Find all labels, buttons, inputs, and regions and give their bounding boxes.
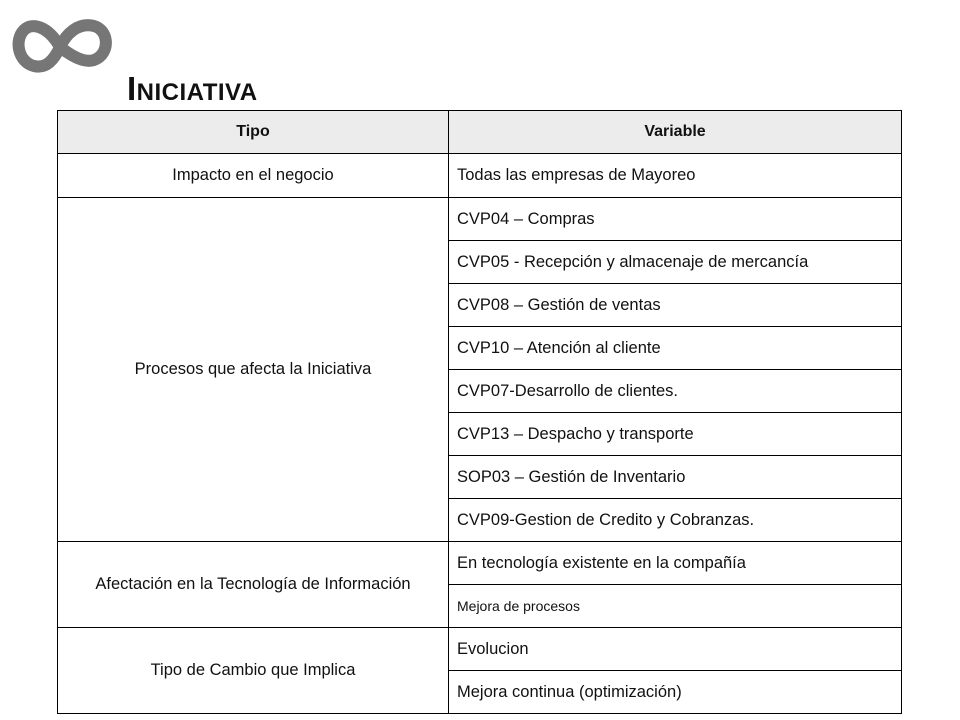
variable-cell: CVP08 – Gestión de ventas bbox=[449, 284, 902, 327]
title-first-letter: I bbox=[127, 70, 137, 107]
variable-cell: CVP10 – Atención al cliente bbox=[449, 327, 902, 370]
variable-cell: CVP05 - Recepción y almacenaje de mercancía bbox=[449, 241, 902, 284]
tipo-cell: Afectación en la Tecnología de Información bbox=[58, 542, 449, 628]
variable-cell: Mejora de procesos bbox=[449, 585, 902, 628]
variable-cell: CVP07-Desarrollo de clientes. bbox=[449, 370, 902, 413]
iniciativa-table bbox=[57, 110, 902, 714]
variable-cell: CVP09-Gestion de Credito y Cobranzas. bbox=[449, 499, 902, 542]
page-title bbox=[127, 72, 258, 105]
title-rest: NICIATIVA bbox=[136, 79, 258, 106]
variable-cell: Todas las empresas de Mayoreo bbox=[449, 154, 902, 198]
table-row bbox=[58, 628, 902, 671]
variable-cell: CVP13 – Despacho y transporte bbox=[449, 413, 902, 456]
tipo-cell: Tipo de Cambio que Implica bbox=[58, 628, 449, 714]
table-row bbox=[58, 198, 902, 241]
header-variable: Variable bbox=[449, 111, 902, 154]
table-header-row bbox=[58, 111, 902, 154]
table-row bbox=[58, 154, 902, 198]
variable-cell: Mejora continua (optimización) bbox=[449, 671, 902, 714]
variable-cell: Evolucion bbox=[449, 628, 902, 671]
variable-cell: En tecnología existente en la compañía bbox=[449, 542, 902, 585]
table-row bbox=[58, 542, 902, 585]
tipo-cell: Procesos que afecta la Iniciativa bbox=[58, 198, 449, 542]
header-tipo: Tipo bbox=[58, 111, 449, 154]
tipo-cell: Impacto en el negocio bbox=[58, 154, 449, 198]
variable-cell: CVP04 – Compras bbox=[449, 198, 902, 241]
infinity-logo-icon bbox=[8, 14, 112, 76]
variable-cell: SOP03 – Gestión de Inventario bbox=[449, 456, 902, 499]
